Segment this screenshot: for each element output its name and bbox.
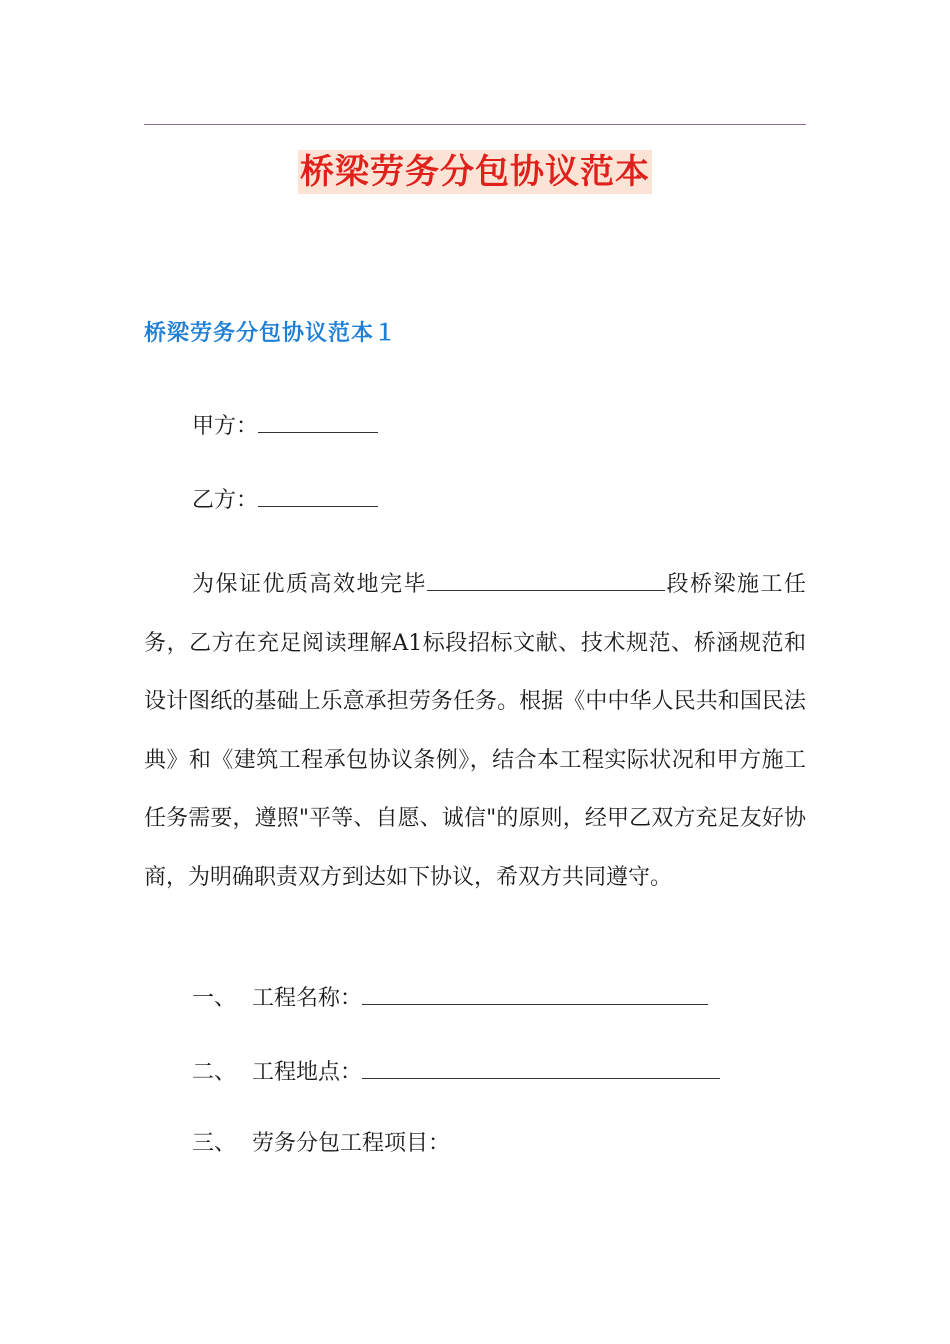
item-label: 工程名称： (252, 986, 363, 1011)
item-number: 一、 (192, 986, 237, 1011)
title-container (0, 150, 950, 194)
party-a-label: 甲方： (192, 414, 259, 439)
party-a-blank (258, 406, 378, 433)
project-name-blank (362, 978, 708, 1005)
project-location-blank (362, 1052, 720, 1079)
item-label: 工程地点： (252, 1060, 363, 1085)
item-label: 劳务分包工程项目： (252, 1131, 451, 1156)
party-b-label: 乙方： (192, 488, 259, 513)
section-blank (427, 570, 665, 591)
party-b-blank (258, 480, 378, 507)
item-project-location (144, 1052, 854, 1091)
intro-text-rest: 段桥梁施工任务，乙方在充足阅读理解A1标段招标文献、技术规范、桥涵规范和设计图纸的基础上乐意承担劳务任务。根据《中中华人民共和国民法典》和《建筑工程承包协议条例》，结合本工程实际状况和甲方施工任务需要，遵照"平等、自愿、诚信"的原则，经甲乙双方充足友好协商，为明确职责双方到达如下协议，希双方共同遵守。 (144, 572, 806, 890)
intro-paragraph (144, 556, 806, 907)
item-project-name (144, 978, 854, 1017)
intro-text-start: 为保证优质高效地完毕 (192, 572, 427, 597)
document-title: 桥梁劳务分包协议范本 (300, 152, 650, 192)
header-rule (144, 124, 806, 125)
section-heading: 桥梁劳务分包协议范本１ (144, 320, 398, 346)
item-number: 三、 (192, 1131, 237, 1156)
item-number: 二、 (192, 1060, 237, 1085)
item-labor-items (144, 1126, 854, 1162)
party-b-line (144, 480, 854, 519)
party-a-line (144, 406, 854, 445)
